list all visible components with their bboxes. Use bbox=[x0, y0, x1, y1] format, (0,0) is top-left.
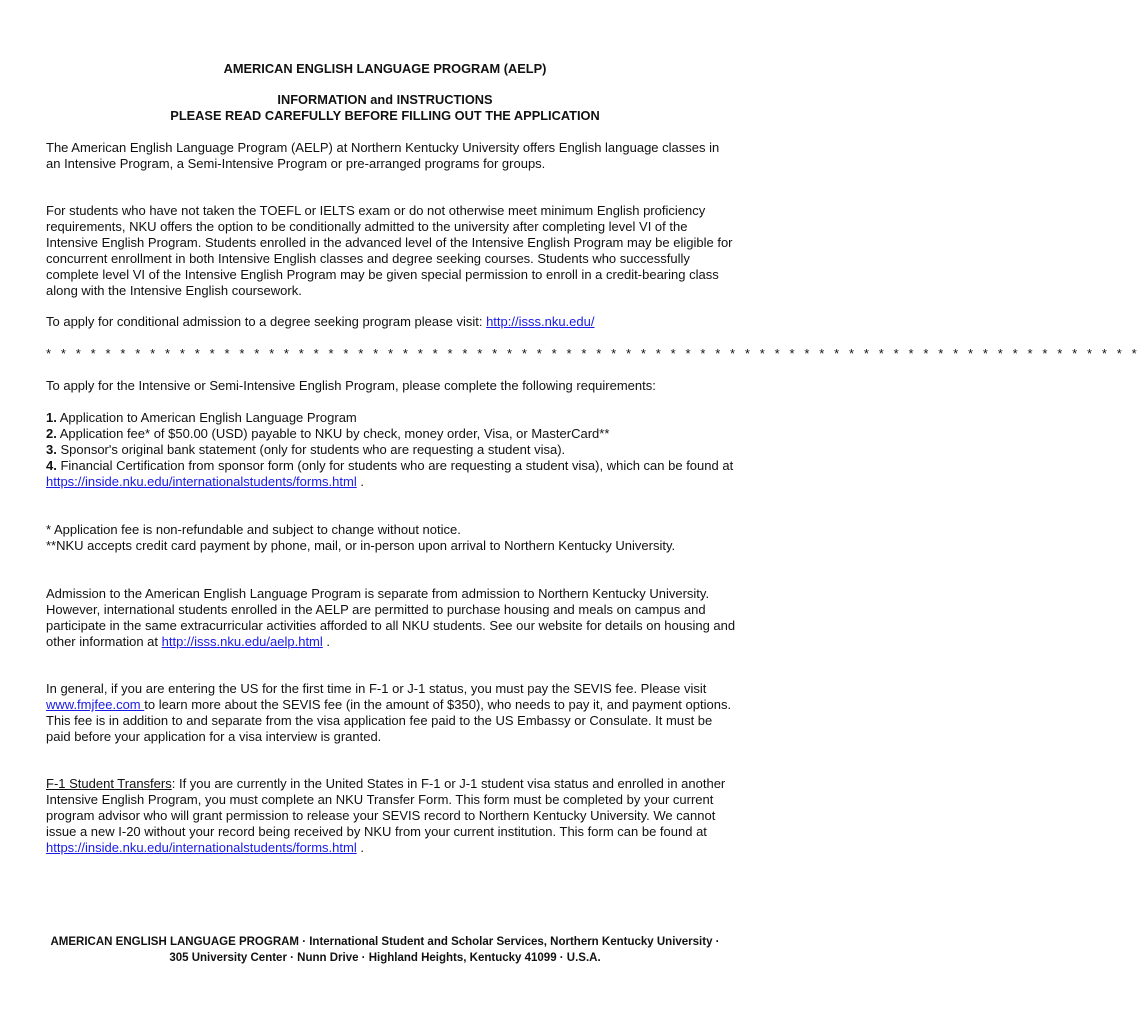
aelp-link[interactable]: http://isss.nku.edu/aelp.html bbox=[161, 634, 323, 649]
sevis-text-1: In general, if you are entering the US for the first time in F-1 or J-1 status, you must pay the SEVIS fee. Please visit bbox=[46, 681, 707, 696]
requirement-number: 4. bbox=[46, 458, 57, 473]
conditional-admission-paragraph: For students who have not taken the TOEFL or IELTS exam or do not otherwise meet minimum English proficiency requirements, NKU offers the option to be conditionally admitted to the university after completing level VI of the Intensive English Program. Students enrolled in the advanced level of the Intensive English Program may be eligible for concurrent enrollment in both Intensive English classes and degree seeking courses. Students who successfully complete level VI of the Intensive English Program may be given special permission to enroll in a credit-bearing class along with the Intensive English coursework. bbox=[46, 203, 733, 298]
requirement-text: Application fee* of $50.00 (USD) payable to NKU by check, money order, Visa, or MasterCard** bbox=[56, 426, 610, 441]
transfers-heading: F-1 Student Transfers bbox=[46, 776, 172, 791]
instructions-heading bbox=[0, 92, 770, 124]
notes bbox=[46, 522, 736, 554]
transfer-forms-link[interactable]: https://inside.nku.edu/internationalstudents/forms.html bbox=[46, 840, 357, 855]
separator: * * * * * * * * * * * * * * * * * * * * * * * * * * * * * * * * * * * * * * * * * * * * * * * * * * * * * * * * * * * * * * * * * * * * * * * * * * bbox=[46, 346, 1140, 361]
transfers-after: . bbox=[356, 840, 364, 855]
fmjfee-link[interactable]: www.fmjfee.com bbox=[46, 697, 145, 712]
apply-conditional-paragraph bbox=[46, 314, 736, 330]
requirements-list bbox=[46, 410, 736, 490]
requirement-number: 1. bbox=[46, 410, 57, 425]
admission-text: Admission to the American English Language Program is separate from admission to Northern Kentucky University. However, international students enrolled in the AELP are permitted to purchase housing and meals on campus and participate in the same extracurricular activities afforded to all NKU students. See our website for details on housing and other information at bbox=[46, 586, 736, 649]
apply-conditional-text: To apply for conditional admission to a degree seeking program please visit: bbox=[46, 314, 487, 329]
requirement-number: 3. bbox=[46, 442, 57, 457]
transfers-text: : If you are currently in the United States in F-1 or J-1 student visa status and enrolled in another Intensive English Program, you must complete an NKU Transfer Form. This form must be completed by your current program advisor who will grant permission to release your SEVIS record to Northern Kentucky University. We cannot issue a new I-20 without your record being received by NKU from your current institution. This form can be found at bbox=[46, 776, 726, 839]
card-note: **NKU accepts credit card payment by phone, mail, or in-person upon arrival to Northern Kentucky University. bbox=[46, 538, 676, 553]
requirement-number: 2. bbox=[46, 426, 57, 441]
page-title: AMERICAN ENGLISH LANGUAGE PROGRAM (AELP) bbox=[223, 61, 547, 76]
page-footer: AMERICAN ENGLISH LANGUAGE PROGRAM · International Student and Scholar Services, Northern Kentucky University · 305 University Center · Nunn Drive · Highland Heights, Kentucky 41099 · U.S.A. bbox=[50, 936, 720, 964]
transfers-paragraph bbox=[46, 776, 736, 856]
admission-paragraph bbox=[46, 586, 736, 650]
requirement-text: Sponsor's original bank statement (only for students who are requesting a student visa). bbox=[56, 442, 566, 457]
list-item bbox=[46, 426, 736, 442]
instructions-warning: PLEASE READ CAREFULLY BEFORE FILLING OUT THE APPLICATION bbox=[170, 108, 600, 123]
admission-after: . bbox=[322, 634, 331, 649]
isss-link[interactable]: http://isss.nku.edu/ bbox=[486, 314, 595, 329]
sevis-paragraph bbox=[46, 681, 736, 745]
requirements-intro: To apply for the Intensive or Semi-Intensive English Program, please complete the following requirements: bbox=[46, 378, 656, 393]
requirement-after: . bbox=[356, 474, 364, 489]
requirement-text: Application to American English Language Program bbox=[56, 410, 357, 425]
list-item bbox=[46, 442, 736, 458]
forms-link[interactable]: https://inside.nku.edu/internationalstudents/forms.html bbox=[46, 474, 357, 489]
sevis-text-2: to learn more about the SEVIS fee (in the amount of $350), who needs to pay it, and payment options. This fee is in addition to and separate from the visa application fee paid to the US Embassy or Consulate. It must be paid before your application for a visa interview is granted. bbox=[46, 697, 732, 744]
requirement-text: Financial Certification from sponsor form (only for students who are requesting a student visa), which can be found at bbox=[56, 458, 734, 473]
list-item bbox=[46, 410, 736, 426]
list-item bbox=[46, 458, 736, 490]
intro-paragraph: The American English Language Program (AELP) at Northern Kentucky University offers English language classes in an Intensive Program, a Semi-Intensive Program or pre-arranged programs for groups. bbox=[46, 140, 720, 171]
fee-note: * Application fee is non-refundable and subject to change without notice. bbox=[46, 522, 461, 537]
instructions-subtitle: INFORMATION and INSTRUCTIONS bbox=[277, 92, 493, 107]
